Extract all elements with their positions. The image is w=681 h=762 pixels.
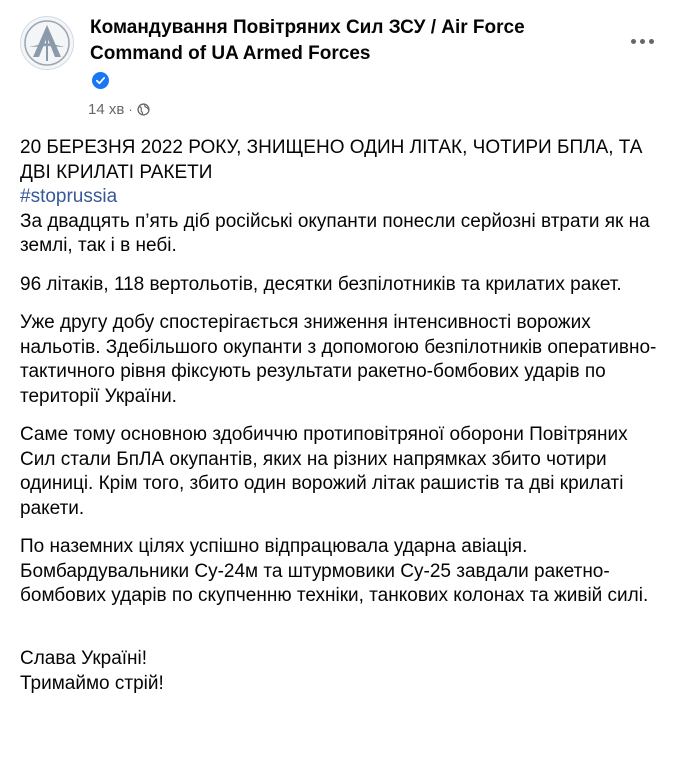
post-paragraph-5: По наземних цілях успішно відпрацювала ударна авіація. Бомбардувальники Су-24м та штурмовики Су-25 завдали ракетно-бомбових ударів по скупченню техніки, танкових колонах та живій силі. — [20, 536, 649, 606]
post-timestamp[interactable]: 14 хв — [88, 100, 125, 118]
post-paragraph-1: За двадцять п’ять діб російські окупанти понесли серйозні втрати як на землі, так і в небі. — [20, 210, 650, 256]
more-options-icon[interactable] — [624, 30, 660, 52]
post-heading: 20 БЕРЕЗНЯ 2022 РОКУ, ЗНИЩЕНО ОДИН ЛІТАК, ЧОТИРИ БПЛА, ТА ДВІ КРИЛАТІ РАКЕТИ — [20, 137, 643, 183]
post-paragraph-3: Уже другу добу спостерігається зниження інтенсивності ворожих нальотів. Здебільшого окупанти з допомогою безпілотників оперативно-тактичного рівня фіксують результати ракетно-бомбових ударів по території України. — [20, 312, 657, 407]
post-meta — [88, 99, 150, 119]
page-avatar[interactable] — [20, 16, 74, 70]
verified-badge-icon — [92, 72, 109, 89]
air-force-emblem-icon — [21, 17, 73, 69]
ukraine-flag-icon — [20, 626, 44, 642]
post-body — [20, 136, 665, 710]
closing-line-1: Слава Україні! — [20, 648, 148, 669]
post-paragraph-2: 96 літаків, 118 вертольотів, десятки безпілотників та крилатих ракет. — [20, 273, 622, 295]
page-name-link[interactable]: Командування Повітряних Сил ЗСУ / Air Force Command of UA Armed Forces — [90, 17, 525, 64]
post-paragraph-4: Саме тому основною здобиччю протиповітряної оборони Повітряних Сил стали БпЛА окупантів, яких на різних напрямках збито чотири одиниці. Крім того, збито один ворожий літак рашистів та дві крилаті ракети. — [20, 424, 628, 519]
post-closing — [20, 623, 665, 648]
closing-line-2: Тримаймо стрій! — [20, 672, 164, 694]
globe-icon[interactable] — [137, 103, 150, 116]
meta-separator: · — [128, 101, 133, 117]
hashtag-link[interactable]: #stoprussia — [20, 186, 118, 207]
